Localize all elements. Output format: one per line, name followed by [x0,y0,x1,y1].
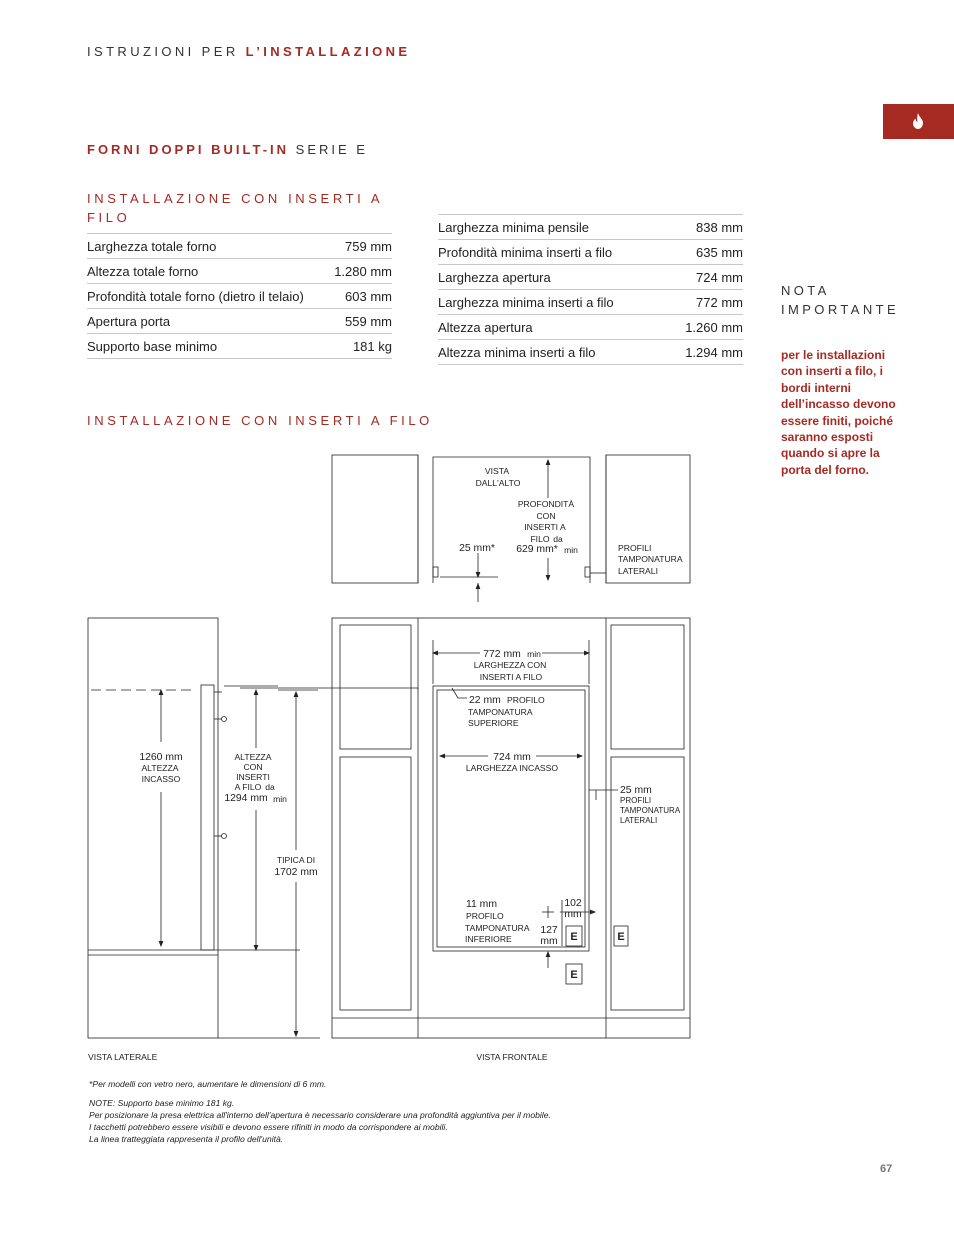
label-width-value: 772 mm [483,649,521,660]
footnote-note-4: La linea tratteggiata rappresenta il profilo dell'unità. [89,1134,284,1144]
footnote-note-3: I tacchetti potrebbero essere visibili e devono essere rifiniti in modo da corrispondere ai mobili. [89,1122,448,1132]
caption-front-view: VISTA FRONTALE [476,1052,548,1062]
label-bottom-trim-2: TAMPONATURA [465,923,530,933]
spec-label: Altezza minima inserti a filo [438,340,667,365]
spec-label: Larghezza minima inserti a filo [438,290,667,315]
spec-label: Larghezza minima pensile [438,215,667,240]
spec-label: Supporto base minimo [87,334,328,359]
caption-side-view: VISTA LATERALE [88,1052,158,1062]
header-accent: L’INSTALLAZIONE [245,44,411,59]
label-depth-2: CON [536,511,556,521]
label-top-trim-1: PROFILO [507,695,545,705]
front-view [240,618,690,1038]
spec-value: 724 mm [667,265,743,290]
label-opening-1: LARGHEZZA INCASSO [465,763,559,773]
note-title-line2: IMPORTANTE [781,302,900,317]
spec-label: Profondità totale forno (dietro il telaio) [87,284,328,309]
subheading-diagram: INSTALLAZIONE CON INSERTI A FILO [87,413,433,428]
footnote-note-1: NOTE: Supporto base minimo 181 kg. [89,1098,235,1108]
section-title-suffix: SERIE E [289,142,368,157]
spec-value: 635 mm [667,240,743,265]
spec-value: 181 kg [328,334,392,359]
spec-value: 559 mm [328,309,392,334]
spec-value: 1.260 mm [667,315,743,340]
label-102-a: 102 [564,898,582,909]
spec-label: Larghezza apertura [438,265,667,290]
spec-value: 759 mm [328,234,392,259]
label-side-trim-3: LATERALI [620,816,658,825]
label-top-side-2: TAMPONATURA [618,554,683,564]
label-flush-1: ALTEZZA [234,752,272,762]
label-height-value: 1260 mm [139,752,183,763]
spec-label: Profondità minima inserti a filo [438,240,667,265]
label-bottom-trim-3: INFERIORE [465,934,512,944]
page-number: 67 [880,1163,893,1175]
spec-label: Larghezza totale forno [87,234,328,259]
side-view [88,618,320,1038]
label-side-trim-2: TAMPONATURA [620,806,681,815]
label-side-trim-1: PROFILI [620,796,652,805]
label-top-gap: 25 mm* [459,543,495,554]
label-top-side-1: PROFILI [618,543,652,553]
label-top-side-3: LATERALI [618,566,658,576]
label-depth-3: INSERTI A [524,522,566,532]
subheading-specs: INSTALLAZIONE CON INSERTI A FILO [87,191,383,225]
label-top-trim-value: 22 mm [469,695,501,706]
label-top-trim-2: TAMPONATURA [468,707,533,717]
spec-value: 1.294 mm [667,340,743,365]
label-flush-3: INSERTI [236,772,270,782]
label-depth-4: FILO [530,534,550,544]
label-flush-min: min [273,794,287,804]
label-width-2: INSERTI A FILO [479,672,543,682]
spec-value: 603 mm [328,284,392,309]
label-typical-1: TIPICA DI [276,855,316,865]
label-top-trim-3: SUPERIORE [468,718,519,728]
label-flush-4b: da [265,782,275,792]
label-e-3: E [617,931,625,943]
label-width-1: LARGHEZZA CON [473,660,547,670]
footnote-note-2: Per posizionare la presa elettrica all'interno dell'apertura è necessario considerare una profondità aggiuntiva per il mobile. [89,1110,551,1120]
label-102-b: mm [564,909,582,920]
header-prefix: ISTRUZIONI PER [87,44,246,59]
spec-value: 838 mm [667,215,743,240]
label-flush-4: A FILO [234,782,262,792]
label-bottom-trim-1: PROFILO [466,911,504,921]
label-top-view-1: VISTA [484,466,510,476]
spec-label: Apertura porta [87,309,328,334]
label-flush-value: 1294 mm [224,793,268,804]
note-body: per le installazioni con inserti a filo, i bordi interni dell’incasso devono essere finiti, poiché saranno esposti quando si apre la porta del forno. [781,348,896,477]
label-depth-value: 629 mm* [516,544,558,555]
label-bottom-trim-value: 11 mm [466,899,497,910]
label-flush-2: CON [243,762,263,772]
label-top-view-2: DALL'ALTO [475,478,521,488]
section-title-accent: FORNI DOPPI BUILT-IN [87,142,290,157]
label-width-min: min [527,649,541,659]
footnote-star: *Per modelli con vetro nero, aumentare le dimensioni di 6 mm. [89,1079,327,1089]
label-typical-value: 1702 mm [274,867,318,878]
spec-value: 1.280 mm [328,259,392,284]
spec-label: Altezza apertura [438,315,667,340]
label-height-1: ALTEZZA [141,763,179,773]
label-side-trim-value: 25 mm [620,785,652,796]
label-height-2: INCASSO [141,774,181,784]
label-depth-4b: da [553,534,563,544]
label-depth-min: min [564,545,578,555]
spec-value: 772 mm [667,290,743,315]
note-title-line1: NOTA [781,283,830,298]
label-127-b: mm [540,936,558,947]
label-e-1: E [570,931,578,943]
label-e-2: E [570,969,578,981]
label-127-a: 127 [540,925,558,936]
spec-label: Altezza totale forno [87,259,328,284]
label-opening-value: 724 mm [493,752,531,763]
label-depth-1: PROFONDITÀ [517,499,575,509]
